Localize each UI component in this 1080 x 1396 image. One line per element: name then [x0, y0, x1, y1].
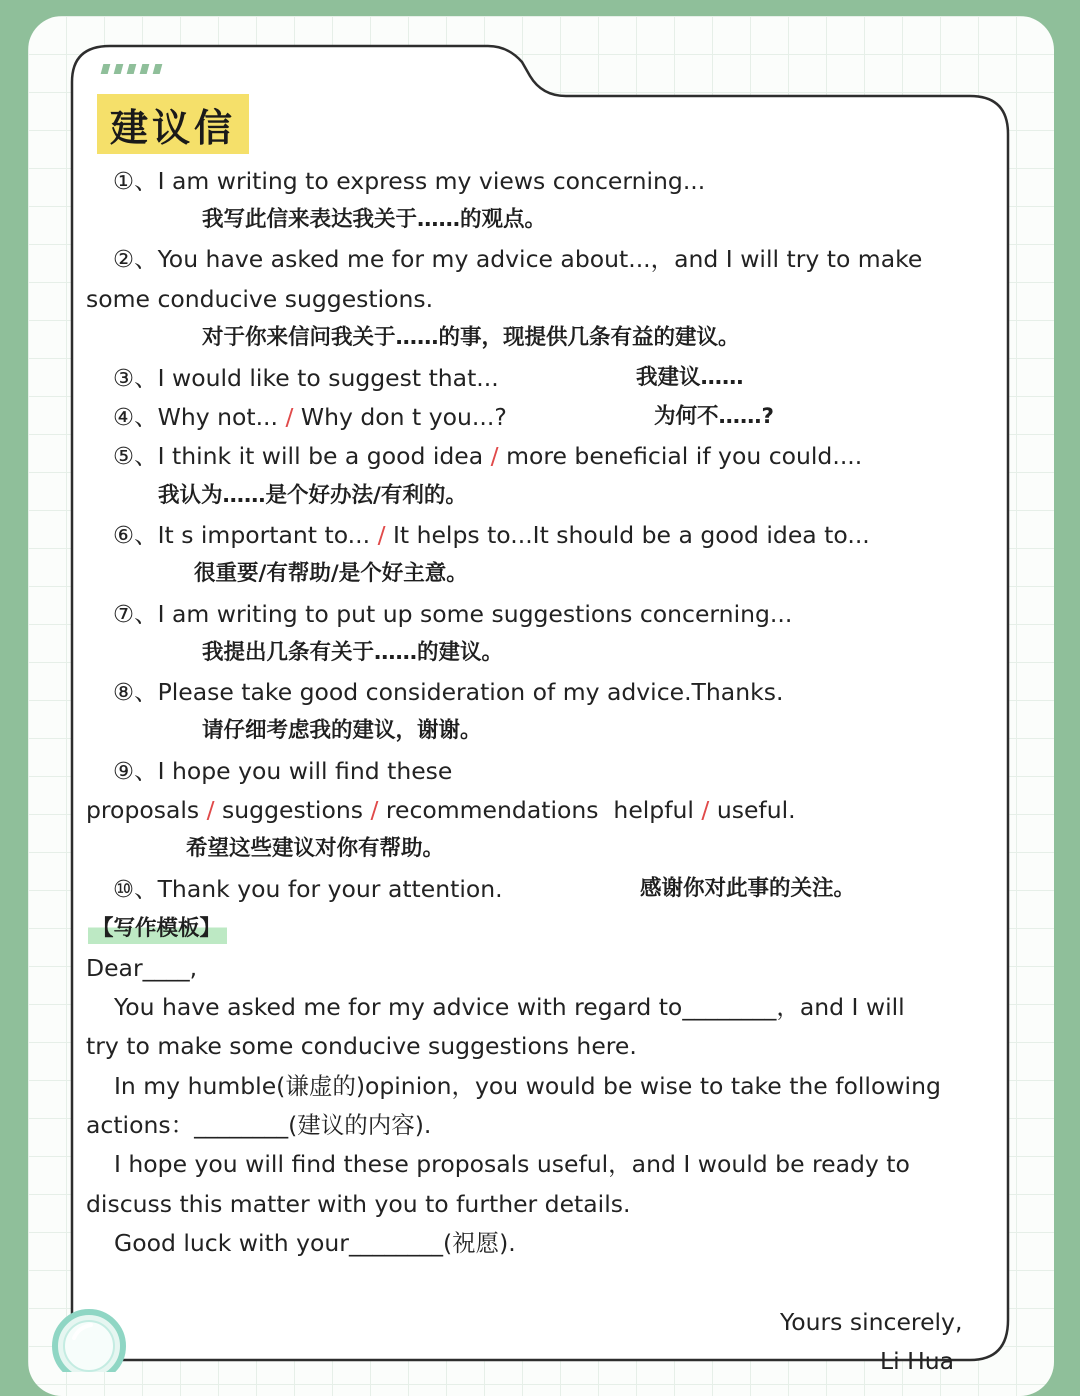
slash-separator: / [701, 796, 710, 824]
template-line-3: try to make some conducive suggestions here. [86, 1032, 637, 1060]
signature: Li Hua [880, 1347, 955, 1375]
phrase-number: ⑥、 [113, 521, 158, 549]
phrase-text: You have asked me for my advice about...，and I will try to make [157, 245, 923, 273]
slash-separator: / [206, 796, 215, 824]
magnifier-icon [52, 1308, 130, 1372]
phrase-text: more beneficial if you could.... [506, 442, 863, 470]
phrase-10-en [113, 875, 503, 903]
phrase-number: ⑦、 [113, 600, 158, 628]
phrase-10-cn: 感谢你对此事的关注。 [640, 876, 856, 901]
phrase-5-en [113, 442, 863, 470]
phrase-text: Please take good consideration of my advice.Thanks. [157, 678, 784, 706]
phrase-1-en [113, 167, 706, 195]
template-line-6: I hope you will find these proposals useful，and I would be ready to [114, 1150, 910, 1178]
phrase-number: ①、 [113, 167, 158, 195]
phrase-word: recommendations helpful [385, 796, 694, 824]
phrase-number: ⑤、 [113, 442, 158, 470]
phrase-5-cn: 我认为……是个好办法/有利的。 [158, 483, 467, 508]
phrase-4-cn: 为何不……? [654, 404, 774, 429]
phrase-text: Why not... [157, 403, 278, 431]
phrase-word: useful. [716, 796, 796, 824]
template-line-2: You have asked me for my advice with regard to________，and I will [114, 993, 905, 1021]
phrase-text: It s important to... [157, 521, 371, 549]
phrase-text: It helps to...It should be a good idea to... [392, 521, 870, 549]
phrase-number: ③、 [113, 364, 158, 392]
phrase-number: ⑩、 [113, 875, 158, 903]
title-highlight [97, 94, 249, 154]
phrase-number: ⑨、 [113, 757, 158, 785]
phrase-4-en [113, 403, 507, 431]
phrase-7-en [113, 600, 793, 628]
decorative-dashes [102, 64, 161, 74]
phrase-6-cn: 很重要/有帮助/是个好主意。 [194, 561, 468, 586]
phrase-2-en [113, 245, 923, 273]
template-line-8: Good luck with your________(祝愿). [114, 1229, 516, 1257]
phrase-text: I am writing to express my views concerning... [157, 167, 706, 195]
phrase-text: I hope you will find these [157, 757, 453, 785]
template-line-4: In my humble(谦虚的)opinion，you would be wise to take the following [114, 1072, 941, 1100]
phrase-text: I am writing to put up some suggestions concerning... [157, 600, 793, 628]
phrase-word: proposals [86, 796, 200, 824]
phrase-2-cn: 对于你来信问我关于……的事，现提供几条有益的建议。 [202, 325, 740, 350]
template-line-7: discuss this matter with you to further details. [86, 1190, 631, 1218]
template-heading: 【写作模板】 [88, 914, 227, 944]
phrase-9-cn: 希望这些建议对你有帮助。 [186, 836, 445, 861]
phrase-text: Thank you for your attention. [157, 875, 503, 903]
slash-separator: / [370, 796, 379, 824]
phrase-word: suggestions [222, 796, 363, 824]
phrase-7-cn: 我提出几条有关于……的建议。 [202, 640, 504, 665]
phrase-8-en [113, 678, 784, 706]
template-line-1: Dear____, [86, 954, 198, 982]
phrase-number: ②、 [113, 245, 158, 273]
phrase-2-en-cont: some conducive suggestions. [86, 285, 434, 313]
phrase-3-cn: 我建议…… [636, 365, 744, 390]
phrase-text: I would like to suggest that... [157, 364, 499, 392]
phrase-1-cn: 我写此信来表达我关于……的观点。 [202, 207, 547, 232]
phrase-3-en [113, 364, 499, 392]
closing: Yours sincerely, [780, 1308, 963, 1336]
slash-separator: / [285, 403, 294, 431]
phrase-8-cn: 请仔细考虑我的建议，谢谢。 [202, 718, 482, 743]
phrase-number: ④、 [113, 403, 158, 431]
phrase-number: ⑧、 [113, 678, 158, 706]
phrase-9-words [86, 796, 796, 824]
slash-separator: / [377, 521, 386, 549]
phrase-text: Why don t you...? [300, 403, 507, 431]
template-line-5: actions：________(建议的内容). [86, 1111, 432, 1139]
phrase-text: I think it will be a good idea [157, 442, 484, 470]
slash-separator: / [490, 442, 499, 470]
phrase-9-en [113, 757, 453, 785]
page-title: 建议信 [109, 104, 236, 150]
phrase-6-en [113, 521, 870, 549]
